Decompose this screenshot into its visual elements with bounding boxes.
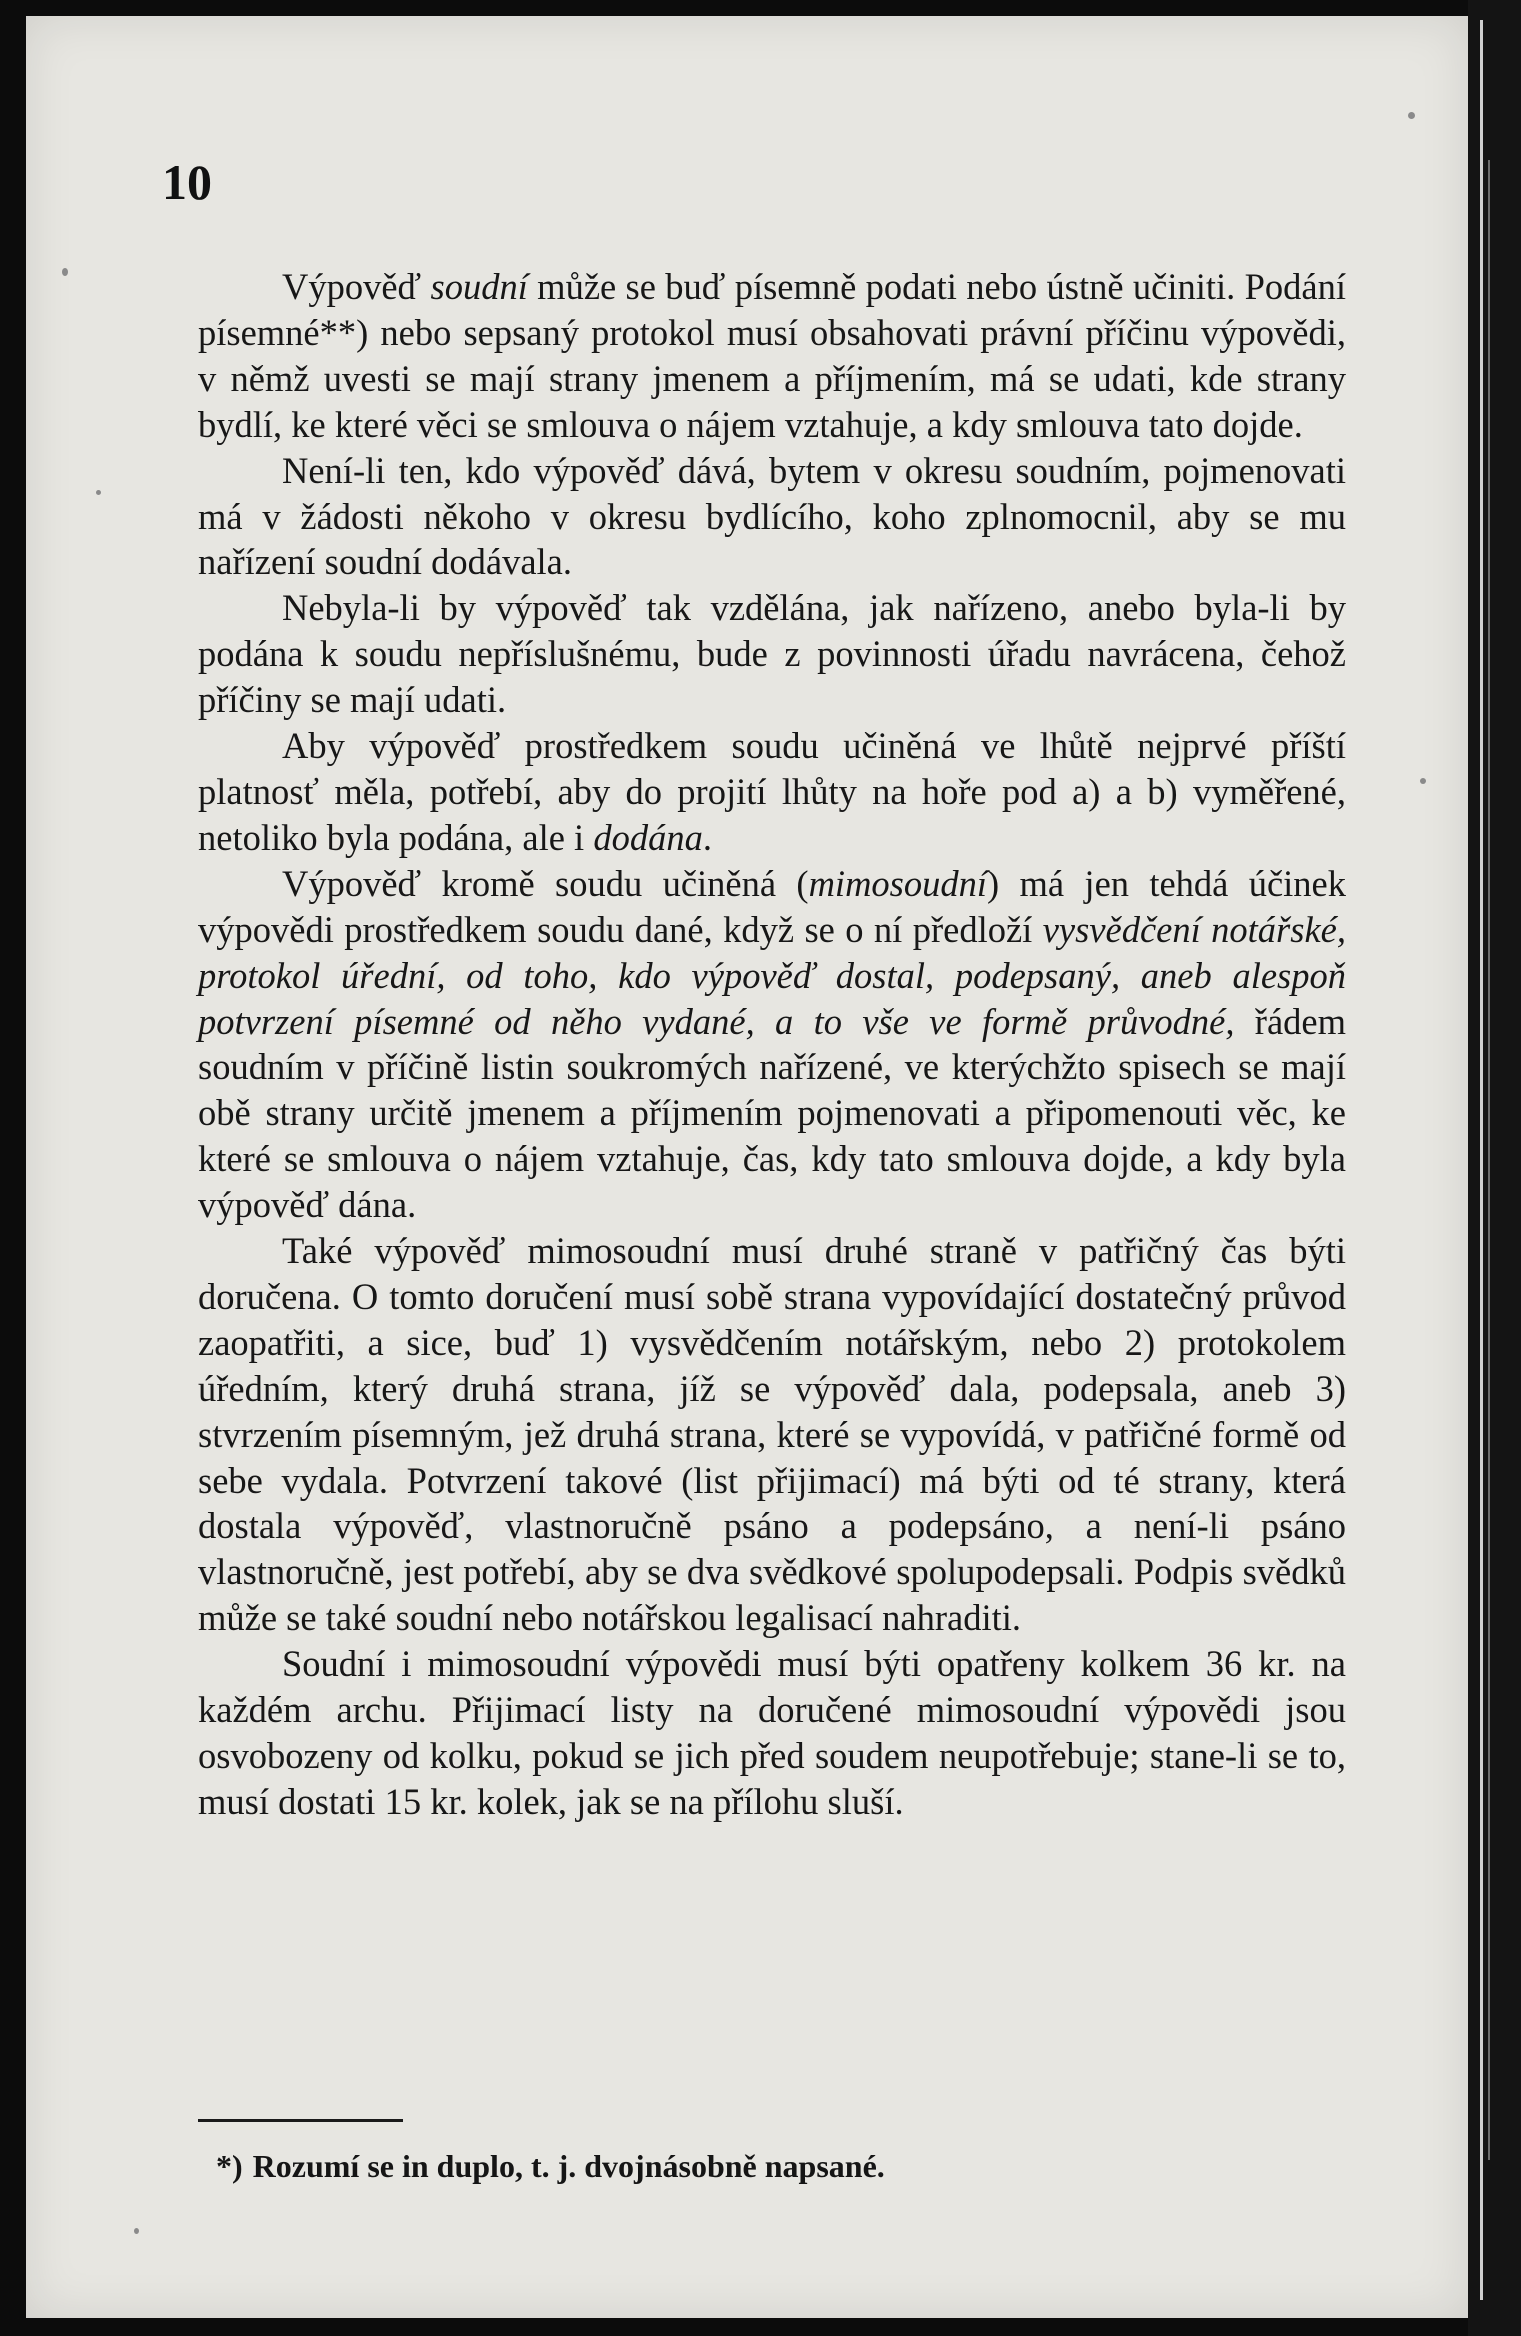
paragraph: Není-li ten, kdo výpověď dává, bytem v okresu soudním, pojmenovati má v žádosti někoho v okresu bydlícího, koho zplnomocnil, aby se mu nařízení soudní dodávala. [198, 449, 1346, 583]
paragraph: Výpověď soudní může se buď písemně podati nebo ústně učiniti. Podání písemné**) nebo sepsaný protokol musí obsahovati právní příčinu výpovědi, v němž uvesti se mají strany jmenem a příjmením, má se udati, kde strany bydlí, ke které věci se smlouva o nájem vztahuje, a kdy smlouva tato dojde. [198, 266, 1346, 445]
body-text [198, 264, 1346, 1825]
paper-speck [1408, 112, 1415, 119]
paper-speck [1420, 778, 1426, 784]
scan-edge-line-dark [1488, 160, 1490, 2160]
paragraph: Soudní i mimosoudní výpovědi musí býti opatřeny kolkem 36 kr. na každém archu. Přijimací listy na doručené mimosoudní výpovědi jsou osvobozeny od kolku, pokud se jich před soudem neupotřebuje; stane-li se to, musí dostati 15 kr. kolek, jak se na přílohu sluší. [198, 1643, 1346, 1822]
scan-edge [1468, 0, 1521, 2336]
paper-speck [62, 268, 68, 276]
page-number: 10 [162, 154, 212, 210]
footnote-text: Rozumí se in duplo, t. j. dvojnásobně napsané. [252, 2148, 885, 2184]
footnote-marker: *) [216, 2148, 243, 2184]
footnote-rule [198, 2119, 403, 2122]
paper-speck [134, 2228, 139, 2234]
paragraph: Výpověď kromě soudu učiněná (mimosoudní) má jen tehdá účinek výpovědi prostředkem soudu dané, když se o ní předloží vysvědčení notářské, protokol úřední, od toho, kdo výpověď dostal, podepsaný, aneb alespoň potvrzení písemné od něho vydané, a to vše ve formě průvodné, řádem soudním v příčině listin soukromých nařízené, ve kterýchžto spisech se mají obě strany určitě jmenem a příjmením pojmenovati a připomenouti věc, ke které se smlouva o nájem vztahuje, čas, kdy tato smlouva dojde, a kdy byla výpověď dána. [198, 862, 1346, 1226]
footnote [216, 2148, 885, 2185]
paragraph: Také výpověď mimosoudní musí druhé straně v patřičný čas býti doručena. O tomto doručení musí sobě strana vypovídající dostatečný průvod zaopatřiti, a sice, buď 1) vysvědčením notářským, nebo 2) protokolem úředním, který druhá strana, jíž se výpověď dala, podepsala, aneb 3) stvrzením písemným, jež druhá strana, které se vypovídá, v patřičné formě od sebe vydala. Potvrzení takové (list přijimací) má býti od té strany, která dostala výpověď, vlastnoručně psáno a podepsáno, a není-li psáno vlastnoručně, jest potřebí, aby se dva svědkové spolupodepsali. Podpis svědků může se také soudní nebo notářskou legalisací nahraditi. [198, 1230, 1346, 1639]
paper-speck [96, 490, 101, 495]
scan-edge-line [1480, 20, 1483, 2300]
paragraph: Aby výpověď prostředkem soudu učiněná ve lhůtě nejprvé příští platnosť měla, potřebí, aby do projití lhůty na hoře pod a) a b) vyměřené, netoliko byla podána, ale i dodána. [198, 725, 1346, 858]
paragraph: Nebyla-li by výpověď tak vzdělána, jak nařízeno, anebo byla-li by podána k soudu nepříslušnému, bude z povinnosti úřadu navrácena, čehož příčiny se mají udati. [198, 587, 1346, 721]
